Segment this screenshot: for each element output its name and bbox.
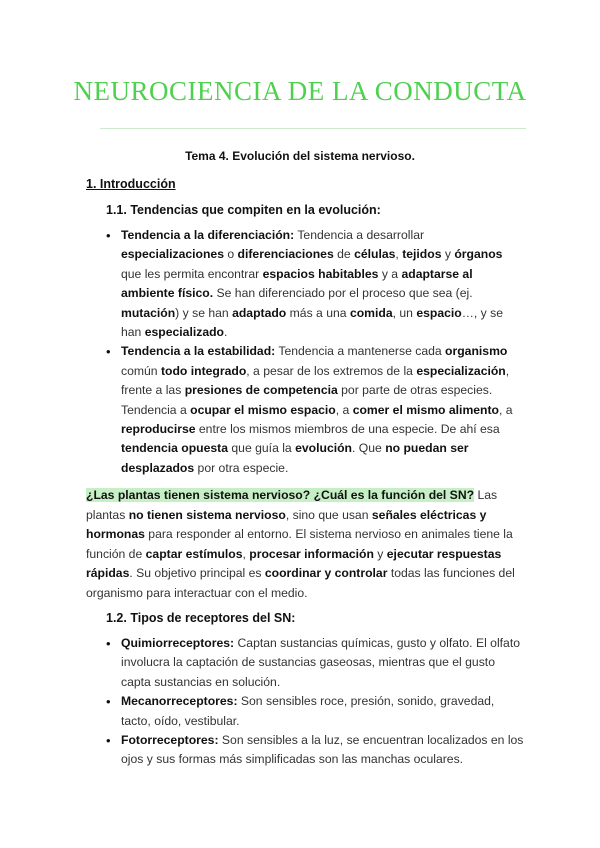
subsection-heading-tendencias: 1.1. Tendencias que compiten en la evolución: [106,203,381,217]
title-divider [100,128,526,129]
plantas-paragraph: ¿Las plantas tienen sistema nervioso? ¿Cuál es la función del SN? Las plantas no tienen sistema nervioso, sino que usan señales eléctricas y hormonas para responder al entorno. El sistema nervioso en animales tiene la función de captar estímulos, procesar información y ejecutar respuestas rápidas. Su objetivo principal es coordinar y controlar todas las funciones del organismo para interactuar con el medio. [86,488,515,600]
document-title: NEUROCIENCIA DE LA CONDUCTA [73,76,527,106]
highlighted-question: ¿Las plantas tienen sistema nervioso? ¿Cuál es la función del SN? [86,488,475,502]
receptores-list [106,634,524,770]
subsection-heading-receptores: 1.2. Tipos de receptores del SN: [106,611,296,625]
section-heading-introduccion: 1. Introducción [86,177,176,191]
list-item-estabilidad: • Tendencia a la estabilidad: Tendencia a mantenerse cada organismo común todo integrado, a pesar de los extremos de la especialización, frente a las presiones de competencia por parte de otras especies. Tendencia a ocupar el mismo espacio, a comer el mismo alimento, a reproducirse entre los mismos miembros de una especie. De ahí esa tendencia opuesta que guía la evolución. Que no puedan ser desplazados por otra especie. [106,342,524,478]
tendencias-list [106,226,524,478]
list-item-mecanorreceptores: • Mecanorreceptores: Son sensibles roce, presión, sonido, gravedad, tacto, oído, vestibular. [106,692,524,731]
document-subtitle: Tema 4. Evolución del sistema nervioso. [185,149,415,163]
list-item-fotorreceptores: • Fotorreceptores: Son sensibles a la luz, se encuentran localizados en los ojos y sus formas más simplificadas son las manchas oculares. [106,731,524,770]
list-item-quimiorreceptores: • Quimiorreceptores: Captan sustancias químicas, gusto y olfato. El olfato involucra la captación de sustancias gaseosas, mientras que el gusto capta sustancias en solución. [106,634,524,692]
list-item-diferenciacion: • Tendencia a la diferenciación: Tendencia a desarrollar especializaciones o diferenciaciones de células, tejidos y órganos que les permita encontrar espacios habitables y a adaptarse al ambiente físico. Se han diferenciado por el proceso que sea (ej. mutación) y se han adaptado más a una comida, un espacio…, y se han especializado. [106,226,524,342]
